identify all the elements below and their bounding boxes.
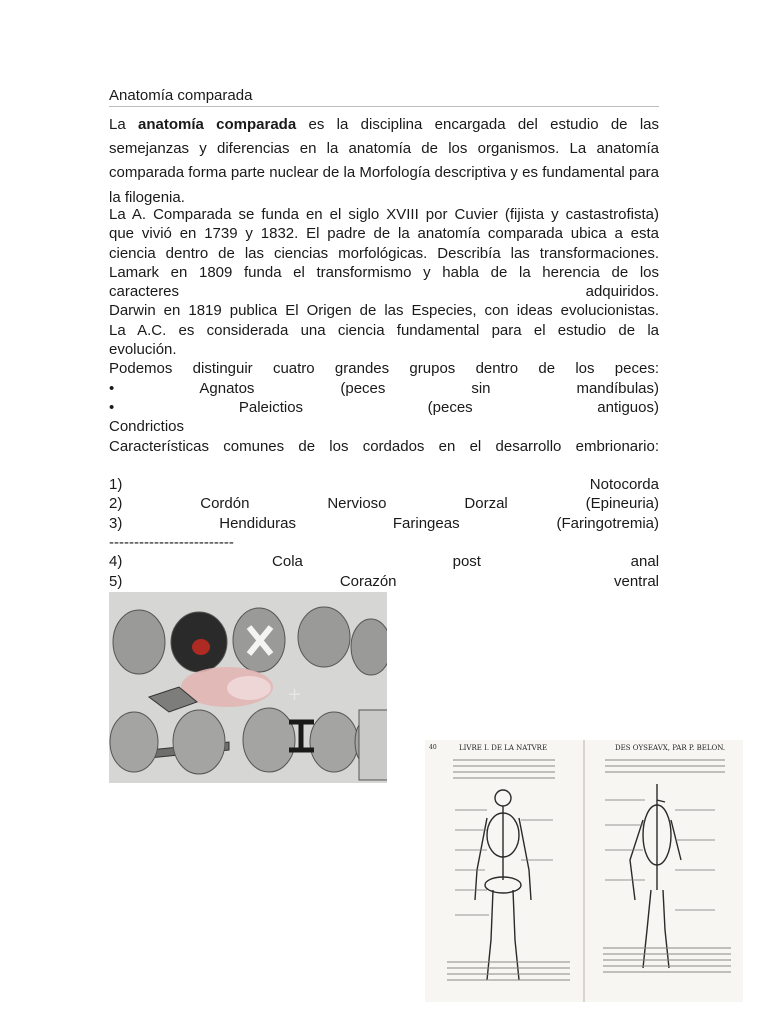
- body-line: Lamark en 1809 funda el transformismo y habla de la herencia de los: [109, 263, 659, 281]
- fish-group-item: • Paleictios (peces antiguos): [109, 398, 659, 416]
- condrictios-line: Condrictios: [109, 418, 185, 436]
- feature-item: 4) Cola post anal: [109, 553, 659, 571]
- skull-collage-image: [109, 592, 387, 783]
- feature-item: 5) Corazón ventral: [109, 572, 659, 590]
- intro-paragraph: [109, 113, 659, 210]
- body-line: ciencia dentro de las ciencias morfológicas. Describía las transformaciones.: [109, 244, 659, 262]
- right-page-header: DES OYSEAVX, PAR P. BELON.: [615, 744, 726, 752]
- feature-item: 1) Notocorda: [109, 476, 659, 494]
- caracteristicas-line: Características comunes de los cordados en el desarrollo embrionario:: [109, 437, 659, 455]
- body-text: [109, 205, 659, 591]
- left-page-number: 40: [429, 744, 437, 751]
- body-line: Podemos distinguir cuatro grandes grupos dentro de los peces:: [109, 360, 659, 378]
- left-page-header: LIVRE I. DE LA NATVRE: [459, 744, 548, 752]
- skeleton-comparison-image: [425, 740, 743, 1002]
- blank-line: [109, 456, 659, 475]
- body-line: que vivió en 1739 y 1832. El padre de la anatomía comparada ubica a esta: [109, 225, 659, 243]
- intro-lead: La: [109, 116, 126, 133]
- body-line: caracteres adquiridos.: [109, 283, 659, 301]
- body-line: La A. Comparada se funda en el siglo XVIII por Cuvier (fijista y castastrofista): [109, 206, 659, 223]
- page-title: Anatomía comparada: [109, 86, 659, 107]
- body-line: evolución.: [109, 341, 177, 359]
- body-line: Darwin en 1819 publica El Origen de las Especies, con ideas evolucionistas.: [109, 302, 659, 320]
- intro-rest: es la disciplina encargada del estudio de las semejanzas y diferencias en la anatomía de los organismos. La anatomía comparada forma parte nuclear de la Morfología descriptiva y es fundamental para la filogenia.: [109, 116, 660, 206]
- intro-term: anatomía comparada: [138, 116, 297, 133]
- feature-item: 2) Cordón Nervioso Dorzal (Epineuria): [109, 495, 659, 513]
- fish-group-item: • Agnatos (peces sin mandíbulas): [109, 379, 659, 397]
- dash-separator: -------------------------: [109, 534, 234, 552]
- svg-text:+: +: [287, 684, 303, 705]
- body-line: La A.C. es considerada una ciencia fundamental para el estudio de la: [109, 321, 659, 339]
- feature-item: 3) Hendiduras Faringeas (Faringotremia): [109, 514, 659, 532]
